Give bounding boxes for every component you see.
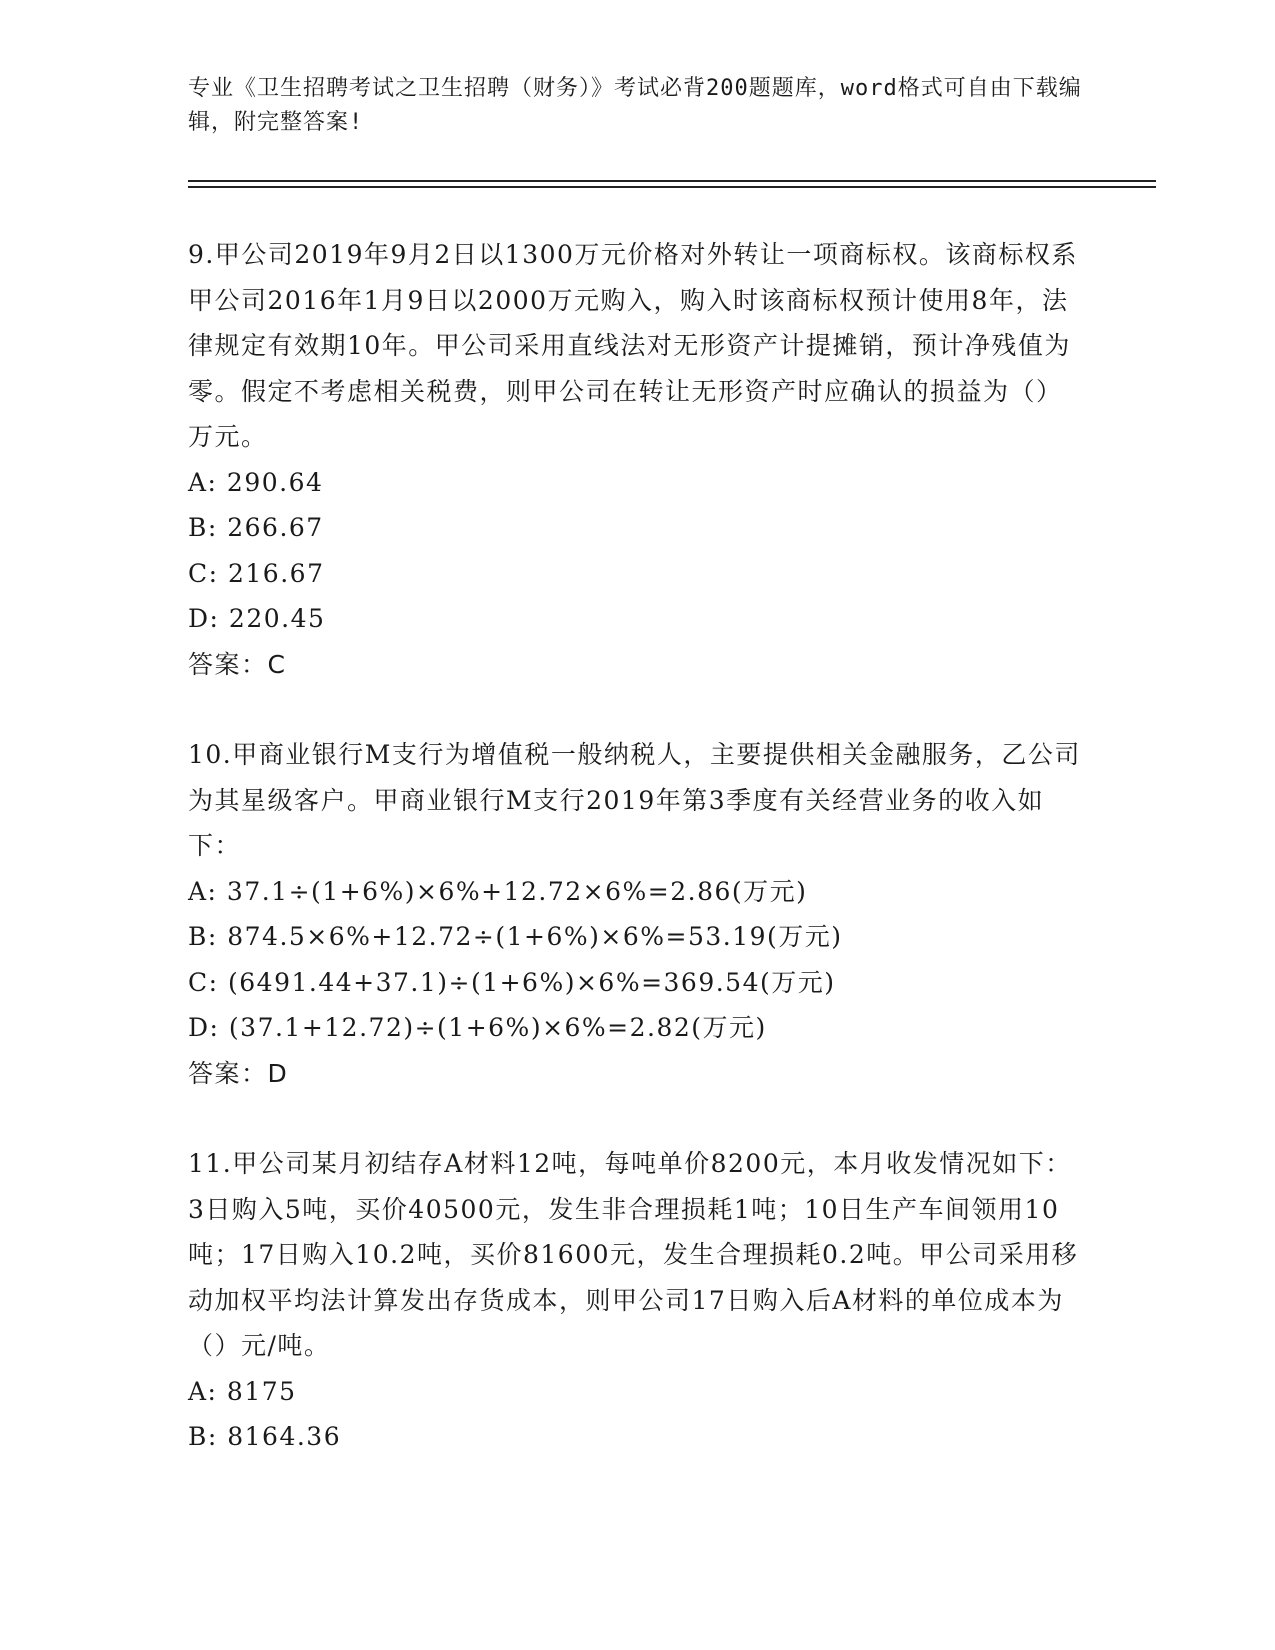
option-d: D: 220.45 [188, 604, 326, 633]
option-b: B: 874.5×6%+12.72÷(1+6%)×6%=53.19(万元) [188, 922, 843, 951]
option-a: A: 8175 [188, 1376, 297, 1406]
option-b: B: 8164.36 [188, 1422, 342, 1451]
question-10 [188, 732, 1088, 1096]
question-text: 9.甲公司2019年9月2日以1300万元价格对外转让一项商标权。该商标权系甲公司2016年1月9日以2000万元购入，购入时该商标权预计使用8年，法律规定有效期10年。甲公司采用直线法对无形资产计提摊销，预计净残值为零。假定不考虑相关税费，则甲公司在转让无形资产时应确认的损益为（）万元。 [188, 240, 1078, 451]
question-text: 10.甲商业银行M支行为增值税一般纳税人，主要提供相关金融服务，乙公司为其星级客户。甲商业银行M支行2019年第3季度有关经营业务的收入如下： [188, 740, 1081, 860]
header-divider-top [188, 180, 1156, 182]
option-a: A: 37.1÷(1+6%)×6%+12.72×6%=2.86(万元) [188, 876, 808, 906]
question-list [188, 232, 1088, 1505]
header-divider-bottom [188, 186, 1156, 188]
question-text: 11.甲公司某月初结存A材料12吨，每吨单价8200元，本月收发情况如下：3日购入5吨，买价40500元，发生非合理损耗1吨；10日生产车间领用10吨；17日购入10.2吨，买价81600元，发生合理损耗0.2吨。甲公司采用移动加权平均法计算发出存货成本，则甲公司17日购入后A材料的单位成本为（）元/吨。 [188, 1149, 1079, 1360]
question-11 [188, 1141, 1088, 1460]
question-9 [188, 232, 1088, 687]
answer-line: 答案：D [188, 1058, 289, 1088]
option-c: C: (6491.44+37.1)÷(1+6%)×6%=369.54(万元) [188, 967, 836, 997]
option-c: C: 216.67 [188, 558, 325, 588]
option-a: A: 290.64 [188, 467, 324, 497]
option-d: D: (37.1+12.72)÷(1+6%)×6%=2.82(万元) [188, 1013, 767, 1042]
option-b: B: 266.67 [188, 513, 324, 542]
answer-line: 答案：C [188, 649, 287, 679]
document-header: 专业《卫生招聘考试之卫生招聘（财务）》考试必背200题题库，word格式可自由下载编辑，附完整答案! [188, 76, 1082, 135]
